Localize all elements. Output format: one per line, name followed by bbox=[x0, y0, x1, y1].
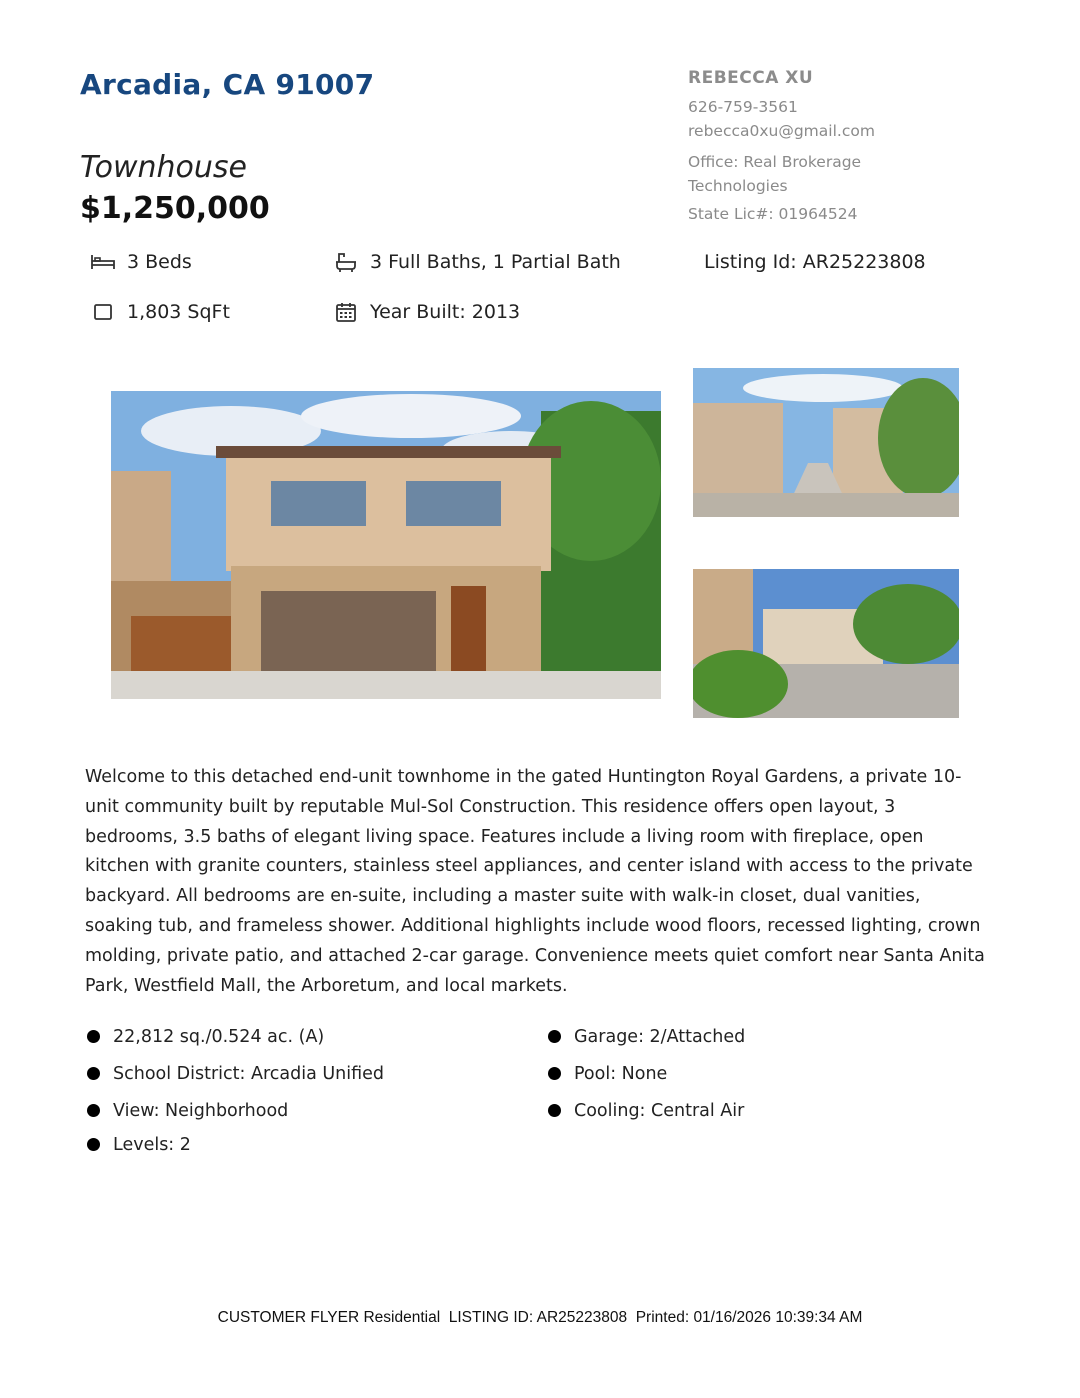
listing-id-label: Listing Id: AR25223808 bbox=[704, 251, 926, 273]
features-left-column bbox=[87, 1022, 507, 1157]
agent-phone[interactable]: 626-759-3561 bbox=[688, 98, 798, 116]
beds-label: 3 Beds bbox=[127, 251, 192, 273]
main-property-photo[interactable] bbox=[111, 391, 661, 699]
feature-item bbox=[87, 1098, 507, 1123]
features-right-column bbox=[548, 1022, 968, 1123]
year-built-label: Year Built: 2013 bbox=[370, 301, 521, 323]
bullet-icon bbox=[87, 1067, 100, 1080]
bullet-icon bbox=[87, 1104, 100, 1117]
feature-text: Garage: 2/Attached bbox=[574, 1026, 746, 1047]
bullet-icon bbox=[548, 1067, 561, 1080]
bullet-icon bbox=[548, 1104, 561, 1117]
feature-text: Cooling: Central Air bbox=[574, 1100, 745, 1121]
feature-text: Pool: None bbox=[574, 1063, 668, 1084]
agent-license: State Lic#: 01964524 bbox=[688, 205, 858, 223]
property-price: $1,250,000 bbox=[80, 191, 270, 226]
feature-item bbox=[87, 1024, 507, 1049]
feature-item bbox=[548, 1024, 968, 1049]
feature-item bbox=[87, 1061, 507, 1086]
print-footer: CUSTOMER FLYER Residential LISTING ID: AR25223808 Printed: 01/16/2026 10:39:34 AM bbox=[217, 1309, 863, 1326]
feature-text: View: Neighborhood bbox=[113, 1100, 289, 1121]
agent-email[interactable]: rebecca0xu@gmail.com bbox=[688, 121, 875, 140]
feature-text: 22,812 sq./0.524 ac. (A) bbox=[113, 1026, 325, 1047]
property-type: Townhouse bbox=[80, 150, 247, 185]
feature-item bbox=[87, 1132, 507, 1157]
bed-icon bbox=[90, 251, 116, 273]
calendar-icon bbox=[333, 301, 359, 323]
bathtub-icon bbox=[333, 251, 359, 273]
bullet-icon bbox=[87, 1030, 100, 1043]
agent-office: Office: Real Brokerage Technologies bbox=[688, 153, 862, 195]
agent-name: REBECCA XU bbox=[688, 68, 814, 88]
feature-text: Levels: 2 bbox=[113, 1134, 191, 1155]
square-footage-icon bbox=[90, 301, 116, 323]
agent-contact bbox=[688, 68, 988, 227]
feature-item bbox=[548, 1061, 968, 1086]
fact-beds bbox=[90, 251, 192, 273]
fact-baths bbox=[333, 251, 621, 273]
feature-text: School District: Arcadia Unified bbox=[113, 1063, 385, 1084]
fact-sqft bbox=[90, 301, 230, 323]
thumbnail-photo-1[interactable] bbox=[693, 368, 959, 517]
thumbnail-photo-2[interactable] bbox=[693, 569, 959, 718]
bullet-icon bbox=[87, 1138, 100, 1151]
baths-label: 3 Full Baths, 1 Partial Bath bbox=[370, 251, 621, 273]
property-description: Welcome to this detached end-unit townhome in the gated Huntington Royal Gardens, a private 10-unit community built by reputable Mul-Sol Construction. This residence offers open layout, 3 bedrooms, 3.5 baths of elegant living space. Features include a living room with fireplace, open kitchen with granite counters, stainless steel appliances, and center island with access to the private backyard. All bedrooms are en-suite, including a master suite with walk-in closet, dual vanities, soaking tub, and frameless shower. Additional highlights include wood floors, recessed lighting, crown molding, private patio, and attached 2-car garage. Convenience meets quiet comfort near Santa Anita Park, Westfield Mall, the Arboretum, and local markets. bbox=[85, 767, 985, 996]
fact-listing-id bbox=[704, 251, 926, 273]
bullet-icon bbox=[548, 1030, 561, 1043]
fact-year-built bbox=[333, 301, 520, 323]
property-location: Arcadia, CA 91007 bbox=[80, 68, 375, 101]
sqft-label: 1,803 SqFt bbox=[127, 301, 230, 323]
feature-item bbox=[548, 1098, 968, 1123]
